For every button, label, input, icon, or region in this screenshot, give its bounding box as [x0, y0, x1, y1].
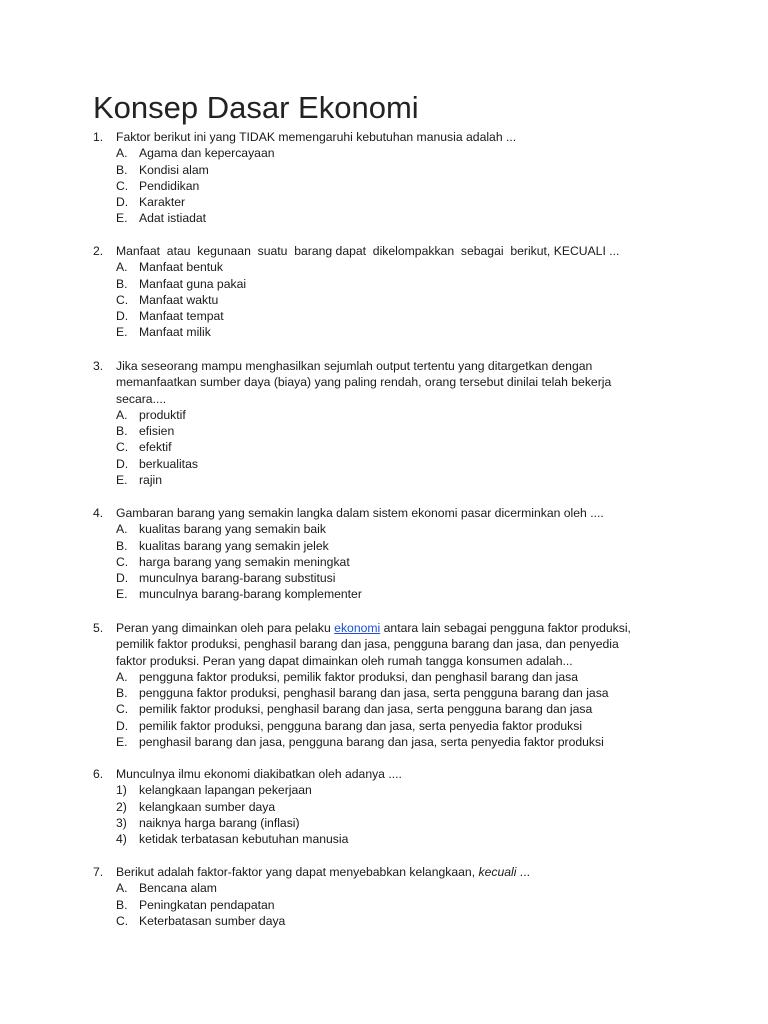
option-label: D.: [116, 309, 129, 324]
option-text: Kondisi alam: [139, 162, 209, 177]
question-stem: [93, 358, 673, 407]
option-text: Peningkatan pendapatan: [139, 897, 275, 912]
option-label: B.: [116, 897, 128, 912]
question-7: [93, 864, 673, 929]
option-label: B.: [116, 162, 128, 177]
option-a: [93, 259, 673, 275]
option-text: munculnya barang-barang substitusi: [139, 571, 336, 586]
question-number: 1.: [93, 130, 104, 144]
option-b: [93, 897, 673, 913]
option-d: [93, 456, 673, 472]
option-b: [93, 276, 673, 292]
option-label: 3): [116, 815, 127, 830]
option-d: [93, 308, 673, 324]
option-text: pemilik faktor produksi, penghasil barang dan jasa, serta pengguna barang dan jasa: [139, 702, 593, 717]
option-b: [93, 162, 673, 178]
option-text: pengguna faktor produksi, penghasil barang dan jasa, serta pengguna barang dan jasa: [139, 686, 609, 701]
option-1: [93, 782, 673, 798]
question-number: 4.: [93, 506, 104, 520]
option-text: kualitas barang yang semakin baik: [139, 522, 326, 537]
option-text: pemilik faktor produksi, pengguna barang dan jasa, serta penyedia faktor produksi: [139, 718, 583, 733]
option-label: 2): [116, 799, 127, 814]
option-d: [93, 718, 673, 734]
option-text: kualitas barang yang semakin jelek: [139, 538, 329, 553]
question-text-emphasis: kecuali: [478, 865, 517, 879]
question-number: 7.: [93, 865, 104, 879]
option-label: E.: [116, 473, 128, 488]
question-text-segment: ...: [516, 865, 530, 879]
option-text: Karakter: [139, 195, 186, 210]
option-text: efisien: [139, 424, 175, 439]
option-text: Bencana alam: [139, 881, 217, 896]
option-text: kelangkaan sumber daya: [139, 799, 276, 814]
option-text: Pendidikan: [139, 178, 200, 193]
question-text-segment: Peran yang dimainkan oleh para pelaku: [116, 621, 335, 635]
option-c: [93, 178, 673, 194]
option-text: kelangkaan lapangan pekerjaan: [139, 783, 312, 798]
option-a: [93, 145, 673, 161]
question-text-segment: antara lain sebagai pengguna faktor produksi,: [380, 621, 631, 635]
option-label: E.: [116, 735, 128, 750]
option-c: [93, 701, 673, 717]
option-label: D.: [116, 571, 129, 586]
option-a: [93, 880, 673, 896]
option-c: [93, 554, 673, 570]
option-label: B.: [116, 276, 128, 291]
option-text: Manfaat waktu: [139, 292, 219, 307]
option-b: [93, 538, 673, 554]
option-d: [93, 570, 673, 586]
question-3: [93, 358, 673, 488]
option-2: [93, 799, 673, 815]
question-text-line: Jika seseorang mampu menghasilkan sejumlah output tertentu yang ditargetkan dengan: [116, 359, 593, 373]
option-text: produktif: [139, 407, 186, 422]
option-label: 1): [116, 783, 127, 798]
option-label: A.: [116, 407, 128, 422]
option-text: munculnya barang-barang komplementer: [139, 587, 362, 602]
ekonomi-link[interactable]: ekonomi: [334, 621, 381, 635]
option-label: A.: [116, 146, 128, 161]
question-number: 3.: [93, 359, 104, 373]
option-label: C.: [116, 292, 129, 307]
option-a: [93, 407, 673, 423]
option-4: [93, 831, 673, 847]
question-text-line: [116, 620, 673, 636]
question-stem: [93, 243, 673, 259]
option-text: efektif: [139, 440, 172, 455]
option-text: naiknya harga barang (inflasi): [139, 815, 300, 830]
option-d: [93, 194, 673, 210]
option-label: A.: [116, 881, 128, 896]
question-1: [93, 129, 673, 227]
question-text-line: faktor produksi. Peran yang dapat dimainkan oleh rumah tangga konsumen adalah...: [116, 653, 573, 668]
option-text: Adat istiadat: [139, 211, 207, 226]
question-text: Gambaran barang yang semakin langka dalam sistem ekonomi pasar dicerminkan oleh ....: [116, 506, 604, 520]
question-5: [93, 620, 673, 750]
option-label: C.: [116, 178, 129, 193]
question-text-segment: Berikut adalah faktor-faktor yang dapat menyebabkan kelangkaan,: [116, 865, 479, 879]
option-label: C.: [116, 913, 129, 928]
option-label: B.: [116, 686, 128, 701]
option-label: E.: [116, 587, 128, 602]
question-text-line: secara....: [116, 391, 167, 406]
option-label: E.: [116, 325, 128, 340]
option-text: Manfaat bentuk: [139, 260, 224, 275]
option-label: C.: [116, 440, 129, 455]
option-c: [93, 292, 673, 308]
question-stem: [93, 505, 673, 521]
option-label: A.: [116, 260, 128, 275]
option-label: D.: [116, 456, 129, 471]
option-text: berkualitas: [139, 456, 198, 471]
option-label: B.: [116, 424, 128, 439]
option-e: [93, 472, 673, 488]
question-stem: [93, 620, 673, 669]
question-number: 2.: [93, 244, 104, 258]
option-text: Keterbatasan sumber daya: [139, 913, 286, 928]
question-stem: [93, 766, 673, 782]
question-text-line: memanfaatkan sumber daya (biaya) yang paling rendah, orang tersebut dinilai telah bekerja: [116, 375, 612, 390]
option-e: [93, 210, 673, 226]
option-a: [93, 521, 673, 537]
question-6: [93, 766, 673, 847]
document-title: Konsep Dasar Ekonomi: [93, 90, 419, 125]
option-label: C.: [116, 554, 129, 569]
question-2: [93, 243, 673, 341]
option-text: Agama dan kepercayaan: [139, 146, 275, 161]
question-number: 5.: [93, 621, 104, 635]
question-text: Munculnya ilmu ekonomi diakibatkan oleh adanya ....: [116, 767, 402, 781]
option-label: A.: [116, 522, 128, 537]
option-text: Manfaat tempat: [139, 309, 224, 324]
option-b: [93, 685, 673, 701]
question-text: Faktor berikut ini yang TIDAK memengaruhi kebutuhan manusia adalah ...: [116, 130, 517, 144]
option-text: harga barang yang semakin meningkat: [139, 554, 350, 569]
option-text: rajin: [139, 473, 163, 488]
option-3: [93, 815, 673, 831]
option-text: pengguna faktor produksi, pemilik faktor produksi, dan penghasil barang dan jasa: [139, 669, 579, 684]
option-text: Manfaat milik: [139, 325, 211, 340]
option-a: [93, 669, 673, 685]
option-label: D.: [116, 718, 129, 733]
question-text: [116, 864, 673, 880]
option-text: Manfaat guna pakai: [139, 276, 247, 291]
option-label: A.: [116, 669, 128, 684]
option-b: [93, 423, 673, 439]
option-e: [93, 586, 673, 602]
option-label: D.: [116, 195, 129, 210]
option-label: E.: [116, 211, 128, 226]
option-label: B.: [116, 538, 128, 553]
question-stem: [93, 864, 673, 880]
question-4: [93, 505, 673, 603]
option-text: penghasil barang dan jasa, pengguna barang dan jasa, serta penyedia faktor produksi: [139, 735, 604, 750]
question-number: 6.: [93, 767, 104, 781]
option-e: [93, 734, 673, 750]
question-stem: [93, 129, 673, 145]
question-text-line: pemilik faktor produksi, penghasil barang dan jasa, pengguna barang dan jasa, dan penyedia: [116, 637, 619, 652]
option-e: [93, 324, 673, 340]
question-text: Manfaat atau kegunaan suatu barang dapat dikelompakkan sebagai berikut, KECUALI ...: [116, 244, 620, 258]
option-c: [93, 439, 673, 455]
option-label: 4): [116, 832, 127, 847]
option-label: C.: [116, 702, 129, 717]
option-text: ketidak terbatasan kebutuhan manusia: [139, 832, 349, 847]
option-c: [93, 913, 673, 929]
